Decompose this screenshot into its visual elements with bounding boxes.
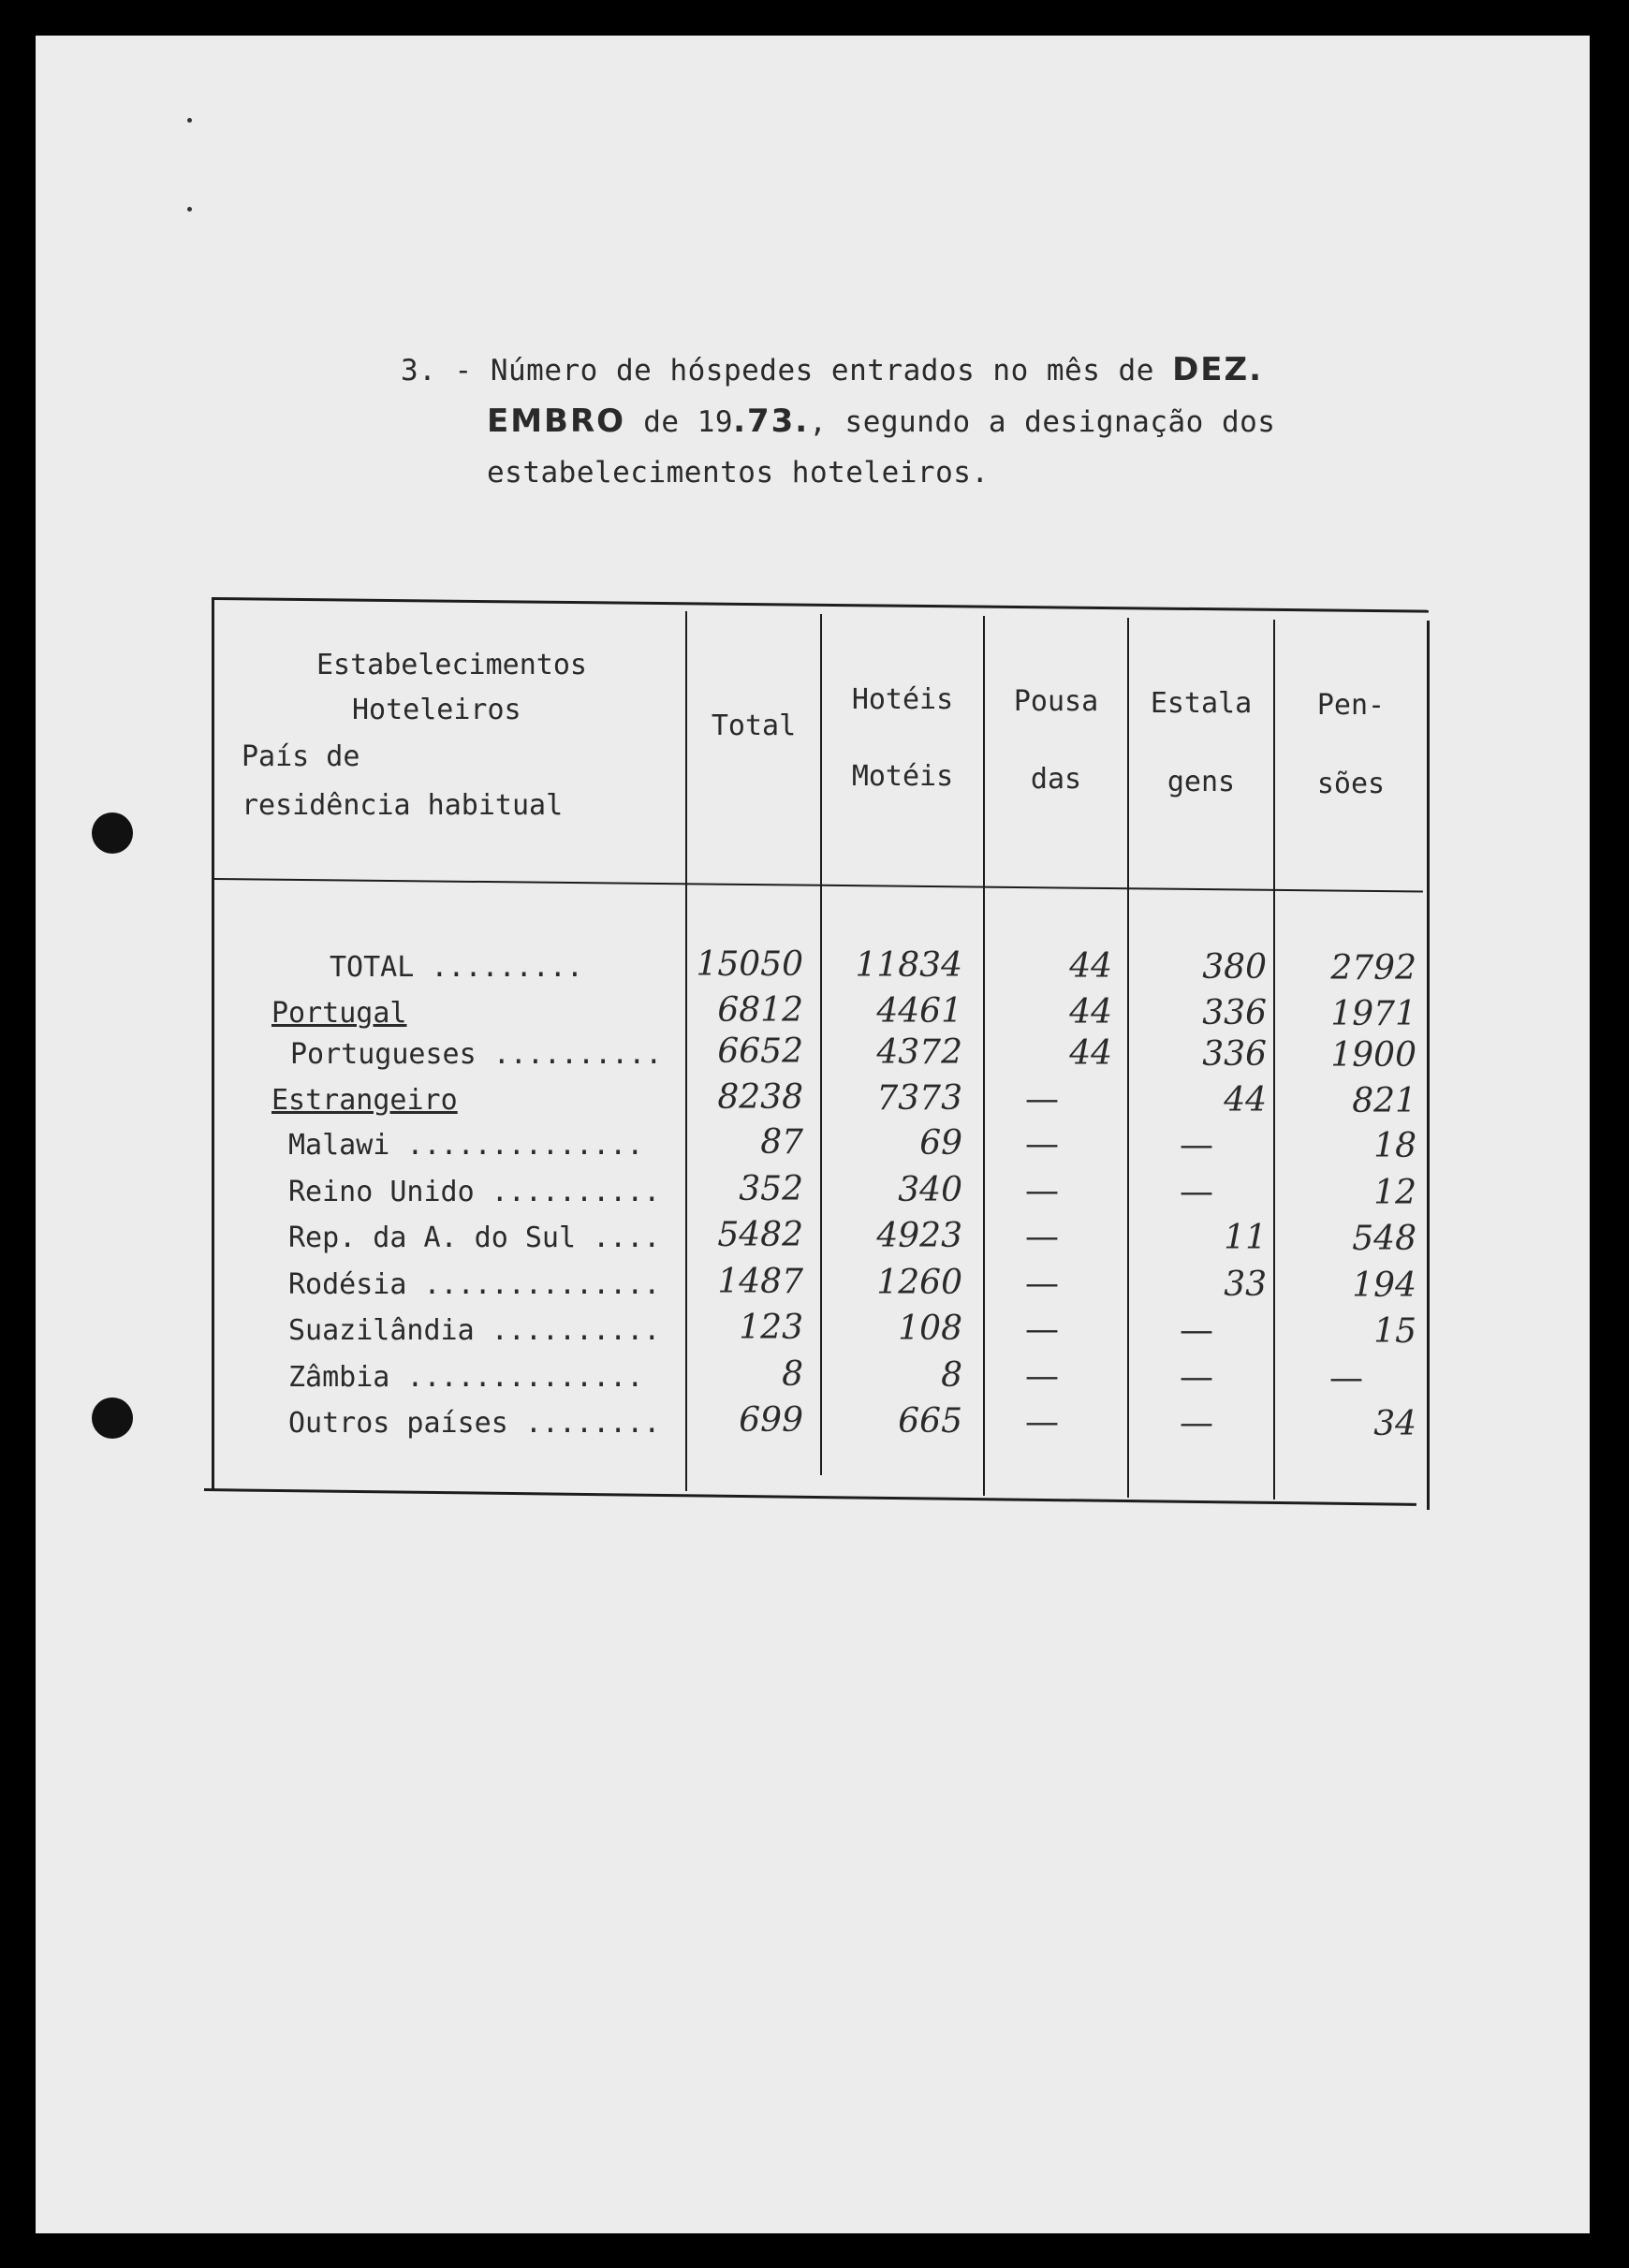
table-cell: 18	[1373, 1127, 1416, 1165]
table-cell: 4461	[876, 991, 962, 1031]
table-bottom-border	[204, 1488, 1416, 1506]
heading-text-2: , segundo a designação dos	[809, 405, 1276, 439]
table-cell: 380	[1202, 948, 1267, 987]
table-left-border	[212, 597, 214, 1491]
row-label: Zâmbia ..............	[288, 1360, 644, 1394]
table-cell: —	[1025, 1171, 1059, 1210]
row-label: Portugal	[272, 996, 407, 1030]
table-cell: 123	[739, 1309, 803, 1347]
column-header-hoteis: Hotéis	[851, 683, 954, 716]
column-divider	[1273, 620, 1275, 1500]
table-cell: —	[1180, 1126, 1213, 1164]
handwritten-month-part-2: EMBRO	[487, 402, 626, 440]
row-label: Reino Unido ..........	[288, 1175, 661, 1208]
table-cell: 1487	[717, 1262, 803, 1301]
table-cell: —	[1025, 1264, 1059, 1303]
row-label: Estrangeiro	[272, 1083, 458, 1117]
table-header-border	[213, 878, 1423, 893]
column-header-pousadas: Pousa	[1013, 685, 1099, 718]
table-cell: 6652	[717, 1032, 803, 1071]
table-cell: 1971	[1330, 994, 1416, 1033]
heading-line-3: estabelecimentos hoteleiros.	[487, 456, 990, 490]
table-cell: 548	[1352, 1220, 1416, 1258]
table-cell: 44	[1069, 992, 1112, 1032]
table-cell: 4923	[876, 1217, 962, 1255]
column-header-estalagens: Estala	[1150, 687, 1253, 720]
table-cell: 34	[1373, 1405, 1416, 1443]
table-cell: 194	[1352, 1266, 1416, 1305]
table-cell: 12	[1373, 1173, 1416, 1212]
speck	[187, 207, 192, 212]
heading-text-de: de 19	[643, 405, 734, 439]
table-cell: —	[1025, 1403, 1059, 1441]
handwritten-year: .73.	[733, 402, 810, 440]
heading-text-1: - Número de hóspedes entrados no mês de	[454, 354, 1154, 388]
corner-header-1: Estabelecimentos	[316, 649, 587, 681]
corner-header-4: residência habitual	[242, 789, 564, 822]
table-cell: 44	[1224, 1080, 1267, 1119]
punch-hole	[92, 1397, 133, 1439]
table-cell: 352	[739, 1169, 803, 1208]
table-right-border	[1427, 621, 1430, 1510]
column-header-pousadas-2: das	[1030, 763, 1082, 796]
table-cell: 33	[1224, 1265, 1267, 1304]
table-cell: 11	[1224, 1219, 1267, 1257]
table-cell: 108	[898, 1310, 962, 1348]
table-cell: 8	[782, 1354, 803, 1394]
table-cell: 7373	[876, 1078, 962, 1118]
document-page	[36, 36, 1590, 2233]
column-header-estalagens-2: gens	[1167, 766, 1236, 798]
table-cell: 665	[898, 1402, 962, 1441]
table-cell: 5482	[717, 1216, 803, 1254]
heading-number: 3.	[401, 354, 437, 388]
table-cell: 1900	[1330, 1036, 1416, 1075]
table-cell: 2792	[1330, 949, 1416, 988]
table-cell: —	[1025, 1218, 1059, 1256]
column-header-total: Total	[711, 710, 797, 742]
heading-line-2	[401, 396, 1431, 447]
table-cell: 4372	[876, 1033, 962, 1072]
table-cell: 336	[1202, 993, 1267, 1032]
table-cell: —	[1025, 1125, 1059, 1163]
table-cell: —	[1180, 1404, 1213, 1442]
table-cell: 6812	[717, 990, 803, 1030]
table-cell: 44	[1069, 947, 1112, 986]
row-label: Rodésia ..............	[288, 1267, 661, 1301]
speck	[187, 118, 192, 123]
table-cell: 15	[1373, 1312, 1416, 1351]
table-cell: 1260	[876, 1263, 962, 1302]
table-cell: 821	[1352, 1081, 1416, 1120]
table-cell: 15050	[696, 945, 803, 984]
table-cell: 8238	[717, 1077, 803, 1117]
punch-hole	[92, 812, 133, 854]
corner-header-3: País de	[242, 740, 360, 773]
table-top-border	[212, 597, 1429, 613]
table-cell: 8	[941, 1355, 962, 1395]
row-label: Malawi ..............	[288, 1129, 644, 1162]
column-header-pensoes: Pen-	[1316, 689, 1386, 722]
row-label: Suazilândia ..........	[288, 1314, 661, 1347]
document-heading	[401, 344, 1431, 498]
table-cell: 340	[898, 1170, 962, 1209]
table-cell: 336	[1202, 1035, 1267, 1074]
table-cell: —	[1025, 1079, 1059, 1119]
table-cell: —	[1025, 1310, 1059, 1349]
column-header-pensoes-2: sões	[1316, 768, 1386, 800]
table-cell: —	[1329, 1358, 1363, 1397]
table-cell: 69	[919, 1124, 962, 1163]
row-label: Rep. da A. do Sul ....	[288, 1222, 661, 1254]
table-cell: 11834	[855, 946, 962, 985]
column-header-moteis: Motéis	[851, 760, 954, 793]
row-label: Portugueses ..........	[290, 1038, 663, 1071]
table-cell: —	[1180, 1311, 1213, 1350]
heading-line-1	[401, 344, 1431, 396]
table-cell: —	[1025, 1356, 1059, 1396]
table-cell: 699	[739, 1401, 803, 1440]
table-cell: 44	[1069, 1034, 1112, 1073]
table-cell: 87	[760, 1123, 803, 1162]
corner-header-2: Hoteleiros	[352, 694, 521, 726]
guests-table	[204, 597, 1477, 1580]
row-label: Outros países ........	[288, 1407, 661, 1440]
table-cell: —	[1180, 1357, 1213, 1397]
handwritten-month-part-1: DEZ.	[1172, 351, 1264, 388]
table-cell: —	[1180, 1172, 1213, 1211]
row-label: TOTAL .........	[330, 951, 583, 984]
